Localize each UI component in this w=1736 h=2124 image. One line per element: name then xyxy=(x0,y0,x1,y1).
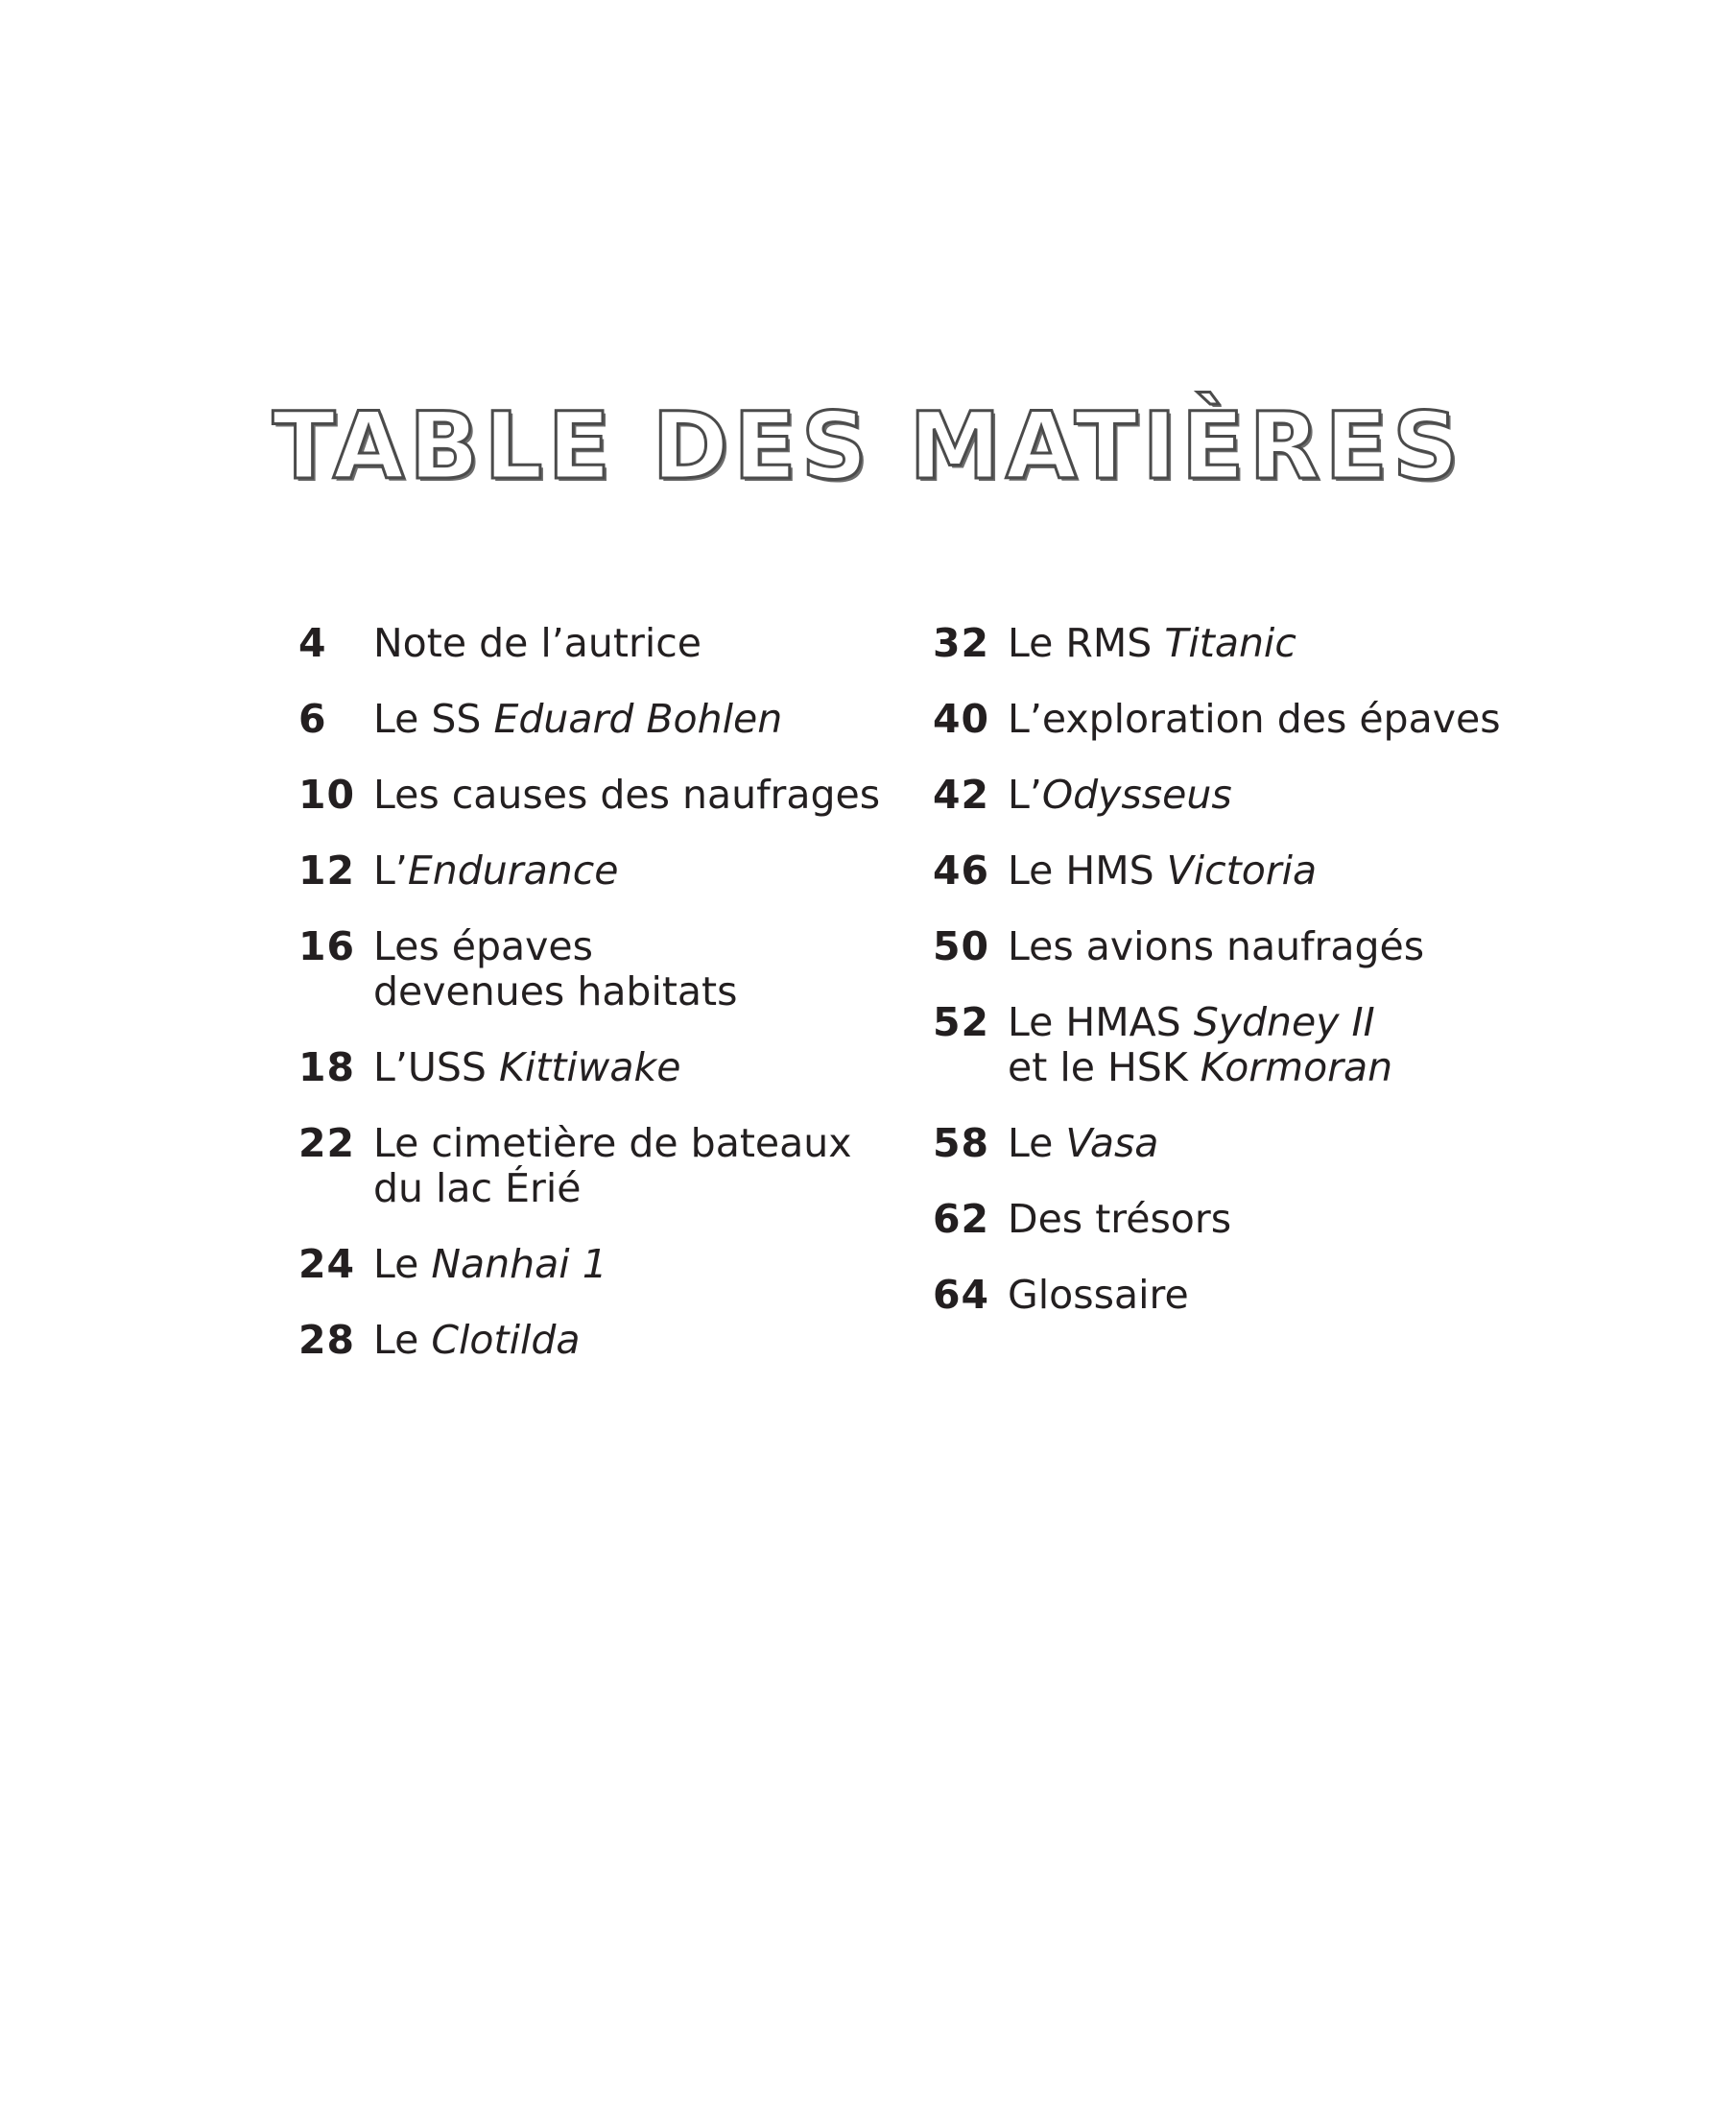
toc-entry-text: Le SS xyxy=(373,696,494,742)
toc-page-number: 46 xyxy=(933,847,990,894)
toc-entry-title xyxy=(373,1121,913,1211)
toc-entry-line xyxy=(1008,621,1509,666)
toc-page-number: 12 xyxy=(298,847,356,894)
toc-entry-italic-text: Odysseus xyxy=(1041,772,1232,818)
toc-entry-text: et le HSK xyxy=(1008,1044,1201,1090)
toc-entry[interactable] xyxy=(298,848,913,894)
toc-page-number: 52 xyxy=(933,999,990,1045)
toc-entry-line xyxy=(373,924,913,969)
toc-entry[interactable] xyxy=(933,773,1509,818)
toc-entry[interactable] xyxy=(298,1045,913,1090)
toc-entry[interactable] xyxy=(298,1242,913,1287)
toc-entry-italic-text: Nanhai 1 xyxy=(431,1241,607,1287)
toc-page-number: 62 xyxy=(933,1196,990,1242)
toc-entry-title xyxy=(373,697,913,742)
toc-entry-title xyxy=(1008,924,1509,969)
toc-page-number: 10 xyxy=(298,772,356,818)
toc-entry-title xyxy=(1008,848,1509,894)
toc-page-number: 24 xyxy=(298,1241,356,1287)
toc-entry-text: L’exploration des épaves xyxy=(1008,696,1501,742)
toc-entry-text: L’USS xyxy=(373,1044,499,1090)
toc-entry-line xyxy=(373,697,913,742)
toc-entry-line xyxy=(373,1166,913,1211)
toc-entry-italic-text: Kormoran xyxy=(1200,1044,1393,1090)
toc-entry[interactable] xyxy=(298,1121,913,1211)
toc-page-number: 58 xyxy=(933,1120,990,1166)
toc-entry-title xyxy=(1008,621,1509,666)
toc-entry-line xyxy=(1008,1045,1509,1090)
toc-entry-text: L’ xyxy=(1008,772,1042,818)
toc-entry-line xyxy=(1008,1000,1509,1045)
toc-entry-line xyxy=(1008,1197,1509,1242)
toc-entry-text: Le xyxy=(373,1241,432,1287)
toc-entry[interactable] xyxy=(933,1273,1509,1318)
toc-right-column xyxy=(933,621,1509,1348)
toc-entry-text: Les épaves xyxy=(373,923,593,969)
toc-entry[interactable] xyxy=(298,697,913,742)
toc-entry-line xyxy=(1008,1273,1509,1318)
toc-entry[interactable] xyxy=(933,924,1509,969)
toc-entry-text: Des trésors xyxy=(1008,1196,1232,1242)
toc-entry-title xyxy=(373,621,913,666)
toc-entry-italic-text: Victoria xyxy=(1166,847,1318,894)
toc-page-number: 16 xyxy=(298,923,356,969)
toc-entry-title xyxy=(373,1318,913,1363)
toc-page-number: 42 xyxy=(933,772,990,818)
toc-page-number: 6 xyxy=(298,696,327,742)
toc-entry-line xyxy=(373,621,913,666)
toc-entry[interactable] xyxy=(298,1318,913,1363)
toc-entry-title xyxy=(1008,1121,1509,1166)
toc-entry-title xyxy=(1008,1273,1509,1318)
toc-entry-line xyxy=(1008,1121,1509,1166)
toc-entry[interactable] xyxy=(933,621,1509,666)
toc-entry-title xyxy=(1008,697,1509,742)
toc-entry-italic-text: Eduard Bohlen xyxy=(493,696,783,742)
toc-page-number: 22 xyxy=(298,1120,356,1166)
toc-entry-line xyxy=(373,1318,913,1363)
toc-entry[interactable] xyxy=(933,1000,1509,1090)
toc-entry-text: Le HMAS xyxy=(1008,999,1194,1045)
toc-entry[interactable] xyxy=(933,1121,1509,1166)
toc-entry-text: Le HMS xyxy=(1008,847,1167,894)
toc-entry-line xyxy=(373,1121,913,1166)
toc-page-number: 40 xyxy=(933,696,990,742)
toc-page-number: 50 xyxy=(933,923,990,969)
toc-entry-text: L’ xyxy=(373,847,408,894)
toc-page-number: 4 xyxy=(298,620,327,666)
toc-entry-title xyxy=(373,1242,913,1287)
toc-entry-line xyxy=(373,848,913,894)
toc-entry-title xyxy=(1008,1000,1509,1090)
toc-entry-text: Le RMS xyxy=(1008,620,1165,666)
toc-entry[interactable] xyxy=(298,924,913,1014)
toc-left-column xyxy=(298,621,913,1394)
toc-entry-line xyxy=(1008,773,1509,818)
toc-page-number: 32 xyxy=(933,620,990,666)
toc-entry[interactable] xyxy=(298,773,913,818)
toc-entry[interactable] xyxy=(933,848,1509,894)
toc-entry-italic-text: Titanic xyxy=(1164,620,1296,666)
toc-entry-title xyxy=(1008,1197,1509,1242)
toc-entry-text: du lac Érié xyxy=(373,1165,582,1211)
toc-entry-line xyxy=(373,1242,913,1287)
toc-entry-title xyxy=(373,848,913,894)
page-title: TABLE DES MATIÈRES xyxy=(272,393,1464,500)
toc-entry-line xyxy=(373,1045,913,1090)
toc-entry-italic-text: Kittiwake xyxy=(498,1044,681,1090)
toc-entry-text: Le xyxy=(373,1317,432,1363)
toc-page-number: 28 xyxy=(298,1317,356,1363)
toc-entry[interactable] xyxy=(298,621,913,666)
toc-entry-text: Note de l’autrice xyxy=(373,620,702,666)
toc-entry-text: devenues habitats xyxy=(373,968,738,1014)
toc-entry-title xyxy=(373,924,913,1014)
toc-entry-italic-text: Endurance xyxy=(407,847,619,894)
toc-entry-line xyxy=(1008,697,1509,742)
toc-entry[interactable] xyxy=(933,1197,1509,1242)
toc-entry-italic-text: Vasa xyxy=(1065,1120,1159,1166)
toc-entry-italic-text: Clotilda xyxy=(431,1317,581,1363)
toc-entry-text: Glossaire xyxy=(1008,1272,1189,1318)
toc-entry-text: Les causes des naufrages xyxy=(373,772,881,818)
toc-entry-text: Le xyxy=(1008,1120,1066,1166)
toc-entry-title xyxy=(373,1045,913,1090)
toc-entry-line xyxy=(373,773,913,818)
toc-entry-line xyxy=(1008,924,1509,969)
toc-entry-text: Le cimetière de bateaux xyxy=(373,1120,852,1166)
toc-entry-text: Les avions naufragés xyxy=(1008,923,1425,969)
toc-entry[interactable] xyxy=(933,697,1509,742)
toc-page-number: 64 xyxy=(933,1272,990,1318)
toc-entry-title xyxy=(1008,773,1509,818)
toc-entry-line xyxy=(373,969,913,1014)
toc-entry-italic-text: Sydney II xyxy=(1193,999,1375,1045)
toc-page-number: 18 xyxy=(298,1044,356,1090)
toc-entry-title xyxy=(373,773,913,818)
toc-entry-line xyxy=(1008,848,1509,894)
